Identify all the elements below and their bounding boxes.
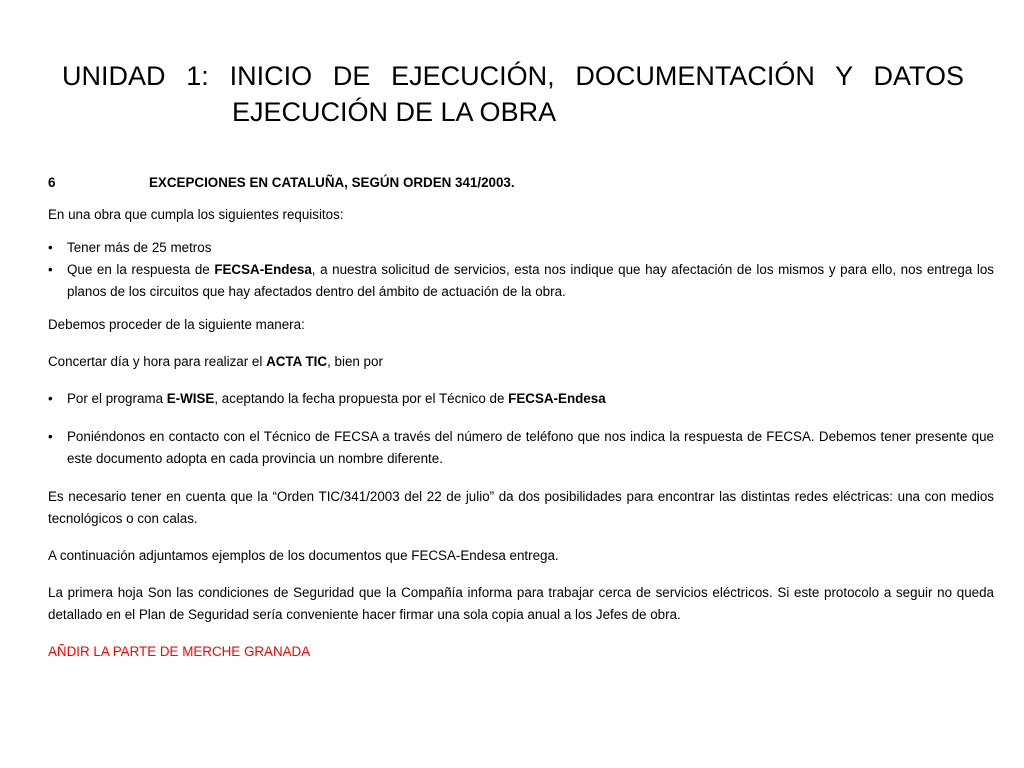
options-list-1 — [48, 388, 994, 410]
option-text-mid: , aceptando la fecha propuesta por el Técnico de — [214, 391, 509, 406]
requirement-text-post: , a nuestra solicitud de servicios, esta nos indique que hay afectación de los mismos y para ello, nos entrega los planos de los circuitos que hay afectados dentro del ámbito de actuación de la obra. — [67, 262, 994, 299]
list-item — [48, 237, 994, 259]
acta-paragraph — [48, 351, 994, 373]
list-item — [48, 388, 994, 410]
acta-text-post: , bien por — [327, 354, 383, 369]
company-name: FECSA-Endesa — [214, 262, 312, 277]
requirement-text-pre: Que en la respuesta de — [67, 262, 215, 277]
todo-note: AÑDIR LA PARTE DE MERCHE GRANADA — [48, 644, 311, 659]
option-text-pre: Por el programa — [67, 391, 167, 406]
options-list-2 — [48, 426, 994, 470]
bullet-icon: • — [48, 429, 53, 444]
section-heading — [48, 172, 994, 194]
orden-note: Es necesario tener en cuenta que la “Orden TIC/341/2003 del 22 de julio” da dos posibilidades para encontrar las distintas redes eléctricas: una con medios tecnológicos o con calas. — [48, 489, 994, 526]
requirements-list — [48, 237, 994, 303]
acta-text-pre: Concertar día y hora para realizar el — [48, 354, 267, 369]
security-note: La primera hoja Son las condiciones de Seguridad que la Compañía informa para trabajar cerca de servicios eléctricos. Si este protocolo a seguir no queda detallado en el Plan de Seguridad sería conveniente hacer firmar una sola copia anual a los Jefes de obra. — [48, 585, 994, 622]
requirement-text: Tener más de 25 metros — [67, 240, 212, 255]
section-number: 6 — [48, 175, 56, 190]
section-title: EXCEPCIONES EN CATALUÑA, SEGÚN ORDEN 341/2003. — [149, 175, 515, 190]
bullet-icon: • — [48, 262, 53, 277]
list-item — [48, 259, 994, 303]
title-line-1: UNIDAD 1: INICIO DE EJECUCIÓN, DOCUMENTACIÓN Y DATOS — [62, 61, 964, 91]
option-text: Poniéndonos en contacto con el Técnico de FECSA a través del número de teléfono que nos indica la respuesta de FECSA. Debemos tener presente que este documento adopta en cada provincia un nombre diferente. — [67, 429, 994, 466]
slide-title — [62, 58, 964, 130]
examples-note: A continuación adjuntamos ejemplos de los documentos que FECSA-Endesa entrega. — [48, 548, 559, 563]
company-name: FECSA-Endesa — [508, 391, 606, 406]
ewise-label: E-WISE — [166, 391, 215, 406]
title-line-2: EJECUCIÓN DE LA OBRA — [232, 97, 557, 127]
list-item — [48, 426, 994, 470]
requirements-intro: En una obra que cumpla los siguientes requisitos: — [48, 207, 344, 222]
acta-tic-label: ACTA TIC — [266, 354, 328, 369]
bullet-icon: • — [48, 240, 53, 255]
bullet-icon: • — [48, 391, 53, 406]
procedure-intro: Debemos proceder de la siguiente manera: — [48, 317, 305, 332]
slide-body — [48, 172, 994, 674]
